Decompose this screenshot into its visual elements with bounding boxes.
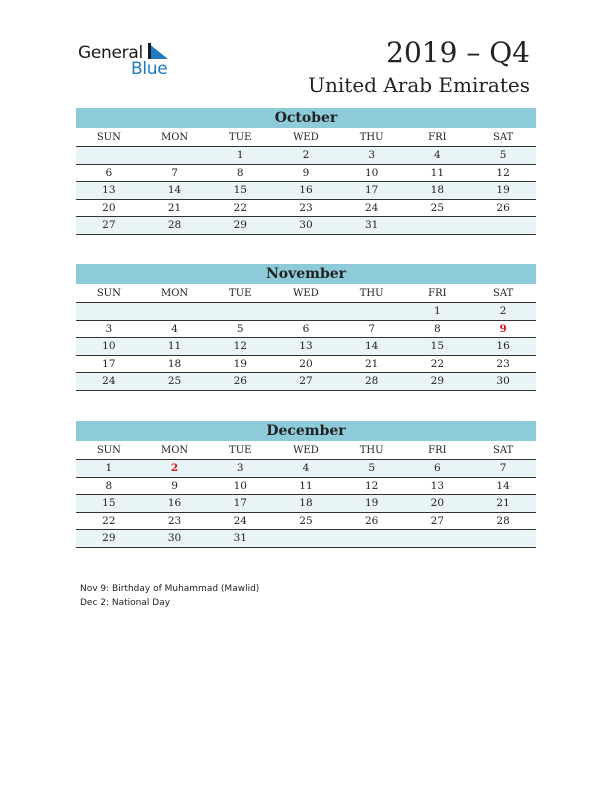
day-cell: 23 — [273, 199, 339, 217]
day-cell: 8 — [76, 477, 142, 495]
day-cell: 26 — [207, 373, 273, 391]
day-cell: 13 — [273, 338, 339, 356]
header — [308, 38, 530, 98]
day-cell: 3 — [76, 320, 142, 338]
day-cell: 25 — [273, 512, 339, 530]
empty-day-cell — [142, 303, 208, 321]
day-cell: 24 — [207, 512, 273, 530]
week-row — [76, 530, 536, 548]
day-cell: 4 — [142, 320, 208, 338]
day-cell: 23 — [470, 355, 536, 373]
week-row — [76, 199, 536, 217]
day-cell: 15 — [207, 182, 273, 200]
day-cell: 30 — [273, 217, 339, 235]
day-cell: 29 — [207, 217, 273, 235]
day-cell: 9 — [142, 477, 208, 495]
day-cell: 29 — [76, 530, 142, 548]
day-cell: 21 — [470, 495, 536, 513]
empty-day-cell — [76, 147, 142, 165]
empty-day-cell — [273, 303, 339, 321]
day-cell: 18 — [273, 495, 339, 513]
country-name: United Arab Emirates — [308, 73, 530, 97]
calendar-grid — [76, 441, 536, 548]
day-cell: 21 — [339, 355, 405, 373]
logo-triangle-icon — [148, 43, 170, 59]
day-cell: 14 — [339, 338, 405, 356]
day-cell: 7 — [339, 320, 405, 338]
holiday-notes — [80, 582, 259, 610]
day-cell: 14 — [470, 477, 536, 495]
day-cell: 16 — [470, 338, 536, 356]
weekday-header: FRI — [405, 128, 471, 147]
day-cell: 16 — [142, 495, 208, 513]
weekday-header: FRI — [405, 441, 471, 460]
week-row — [76, 460, 536, 478]
weekday-header: WED — [273, 128, 339, 147]
logo-general-text: General — [78, 43, 143, 63]
day-cell: 23 — [142, 512, 208, 530]
calendar-grid — [76, 284, 536, 391]
page-title: 2019 – Q4 — [386, 36, 530, 69]
day-cell: 27 — [273, 373, 339, 391]
empty-day-cell — [470, 217, 536, 235]
day-cell: 21 — [142, 199, 208, 217]
day-cell: 22 — [207, 199, 273, 217]
day-cell: 15 — [76, 495, 142, 513]
month-title: October — [76, 108, 536, 128]
week-row — [76, 338, 536, 356]
day-cell: 10 — [339, 164, 405, 182]
day-cell: 28 — [142, 217, 208, 235]
week-row — [76, 182, 536, 200]
week-row — [76, 320, 536, 338]
day-cell: 26 — [339, 512, 405, 530]
week-row — [76, 147, 536, 165]
weekday-header: SUN — [76, 441, 142, 460]
day-cell: 18 — [142, 355, 208, 373]
day-cell: 25 — [405, 199, 471, 217]
week-row — [76, 495, 536, 513]
empty-day-cell — [405, 217, 471, 235]
day-cell: 30 — [142, 530, 208, 548]
day-cell: 19 — [207, 355, 273, 373]
day-cell: 2 — [470, 303, 536, 321]
week-row — [76, 303, 536, 321]
weekday-header: THU — [339, 128, 405, 147]
weekday-header: SAT — [470, 284, 536, 303]
weekday-header: TUE — [207, 128, 273, 147]
day-cell: 22 — [76, 512, 142, 530]
day-cell: 7 — [142, 164, 208, 182]
empty-day-cell — [405, 530, 471, 548]
month-october — [76, 108, 536, 235]
day-cell: 20 — [405, 495, 471, 513]
day-cell: 5 — [207, 320, 273, 338]
week-row — [76, 512, 536, 530]
week-row — [76, 217, 536, 235]
weekday-header: THU — [339, 441, 405, 460]
day-cell: 2 — [273, 147, 339, 165]
empty-day-cell — [470, 530, 536, 548]
generalblue-logo — [78, 40, 188, 80]
day-cell: 20 — [76, 199, 142, 217]
day-cell: 14 — [142, 182, 208, 200]
weekday-header: MON — [142, 284, 208, 303]
day-cell: 10 — [207, 477, 273, 495]
day-cell: 16 — [273, 182, 339, 200]
day-cell: 5 — [339, 460, 405, 478]
day-cell: 6 — [273, 320, 339, 338]
day-cell: 19 — [339, 495, 405, 513]
month-november — [76, 264, 536, 391]
week-row — [76, 164, 536, 182]
day-cell: 9 — [273, 164, 339, 182]
day-cell: 15 — [405, 338, 471, 356]
day-cell: 22 — [405, 355, 471, 373]
week-row — [76, 355, 536, 373]
day-cell: 20 — [273, 355, 339, 373]
day-cell: 29 — [405, 373, 471, 391]
day-cell: 30 — [470, 373, 536, 391]
weekday-header: THU — [339, 284, 405, 303]
weekday-header: TUE — [207, 284, 273, 303]
day-cell: 17 — [76, 355, 142, 373]
day-cell: 9 — [470, 320, 536, 338]
weekday-header: FRI — [405, 284, 471, 303]
day-cell: 27 — [76, 217, 142, 235]
calendar-grid — [76, 128, 536, 235]
day-cell: 5 — [470, 147, 536, 165]
day-cell: 11 — [273, 477, 339, 495]
weekday-header: SAT — [470, 128, 536, 147]
weekday-header: WED — [273, 441, 339, 460]
empty-day-cell — [339, 303, 405, 321]
empty-day-cell — [76, 303, 142, 321]
day-cell: 12 — [339, 477, 405, 495]
day-cell: 26 — [470, 199, 536, 217]
day-cell: 31 — [207, 530, 273, 548]
empty-day-cell — [339, 530, 405, 548]
day-cell: 19 — [470, 182, 536, 200]
empty-day-cell — [142, 147, 208, 165]
day-cell: 3 — [207, 460, 273, 478]
weekday-header: SAT — [470, 441, 536, 460]
day-cell: 24 — [76, 373, 142, 391]
day-cell: 11 — [405, 164, 471, 182]
day-cell: 27 — [405, 512, 471, 530]
day-cell: 6 — [76, 164, 142, 182]
month-title: December — [76, 421, 536, 441]
week-row — [76, 477, 536, 495]
day-cell: 28 — [470, 512, 536, 530]
empty-day-cell — [207, 303, 273, 321]
day-cell: 18 — [405, 182, 471, 200]
day-cell: 25 — [142, 373, 208, 391]
day-cell: 11 — [142, 338, 208, 356]
day-cell: 8 — [207, 164, 273, 182]
day-cell: 24 — [339, 199, 405, 217]
month-december — [76, 421, 536, 548]
month-title: November — [76, 264, 536, 284]
day-cell: 17 — [339, 182, 405, 200]
day-cell: 13 — [405, 477, 471, 495]
day-cell: 13 — [76, 182, 142, 200]
weekday-header: WED — [273, 284, 339, 303]
holiday-note: Dec 2: National Day — [80, 598, 171, 608]
holiday-note: Nov 9: Birthday of Muhammad (Mawlid) — [80, 584, 260, 594]
day-cell: 17 — [207, 495, 273, 513]
day-cell: 1 — [405, 303, 471, 321]
weekday-header: SUN — [76, 284, 142, 303]
day-cell: 8 — [405, 320, 471, 338]
day-cell: 6 — [405, 460, 471, 478]
empty-day-cell — [273, 530, 339, 548]
day-cell: 12 — [470, 164, 536, 182]
weekday-header: MON — [142, 128, 208, 147]
weekday-header: TUE — [207, 441, 273, 460]
weekday-header: MON — [142, 441, 208, 460]
logo-blue-text: Blue — [131, 59, 168, 79]
week-row — [76, 373, 536, 391]
day-cell: 2 — [142, 460, 208, 478]
day-cell: 3 — [339, 147, 405, 165]
day-cell: 28 — [339, 373, 405, 391]
weekday-header: SUN — [76, 128, 142, 147]
day-cell: 4 — [273, 460, 339, 478]
day-cell: 31 — [339, 217, 405, 235]
day-cell: 1 — [207, 147, 273, 165]
day-cell: 12 — [207, 338, 273, 356]
day-cell: 4 — [405, 147, 471, 165]
day-cell: 10 — [76, 338, 142, 356]
day-cell: 1 — [76, 460, 142, 478]
day-cell: 7 — [470, 460, 536, 478]
